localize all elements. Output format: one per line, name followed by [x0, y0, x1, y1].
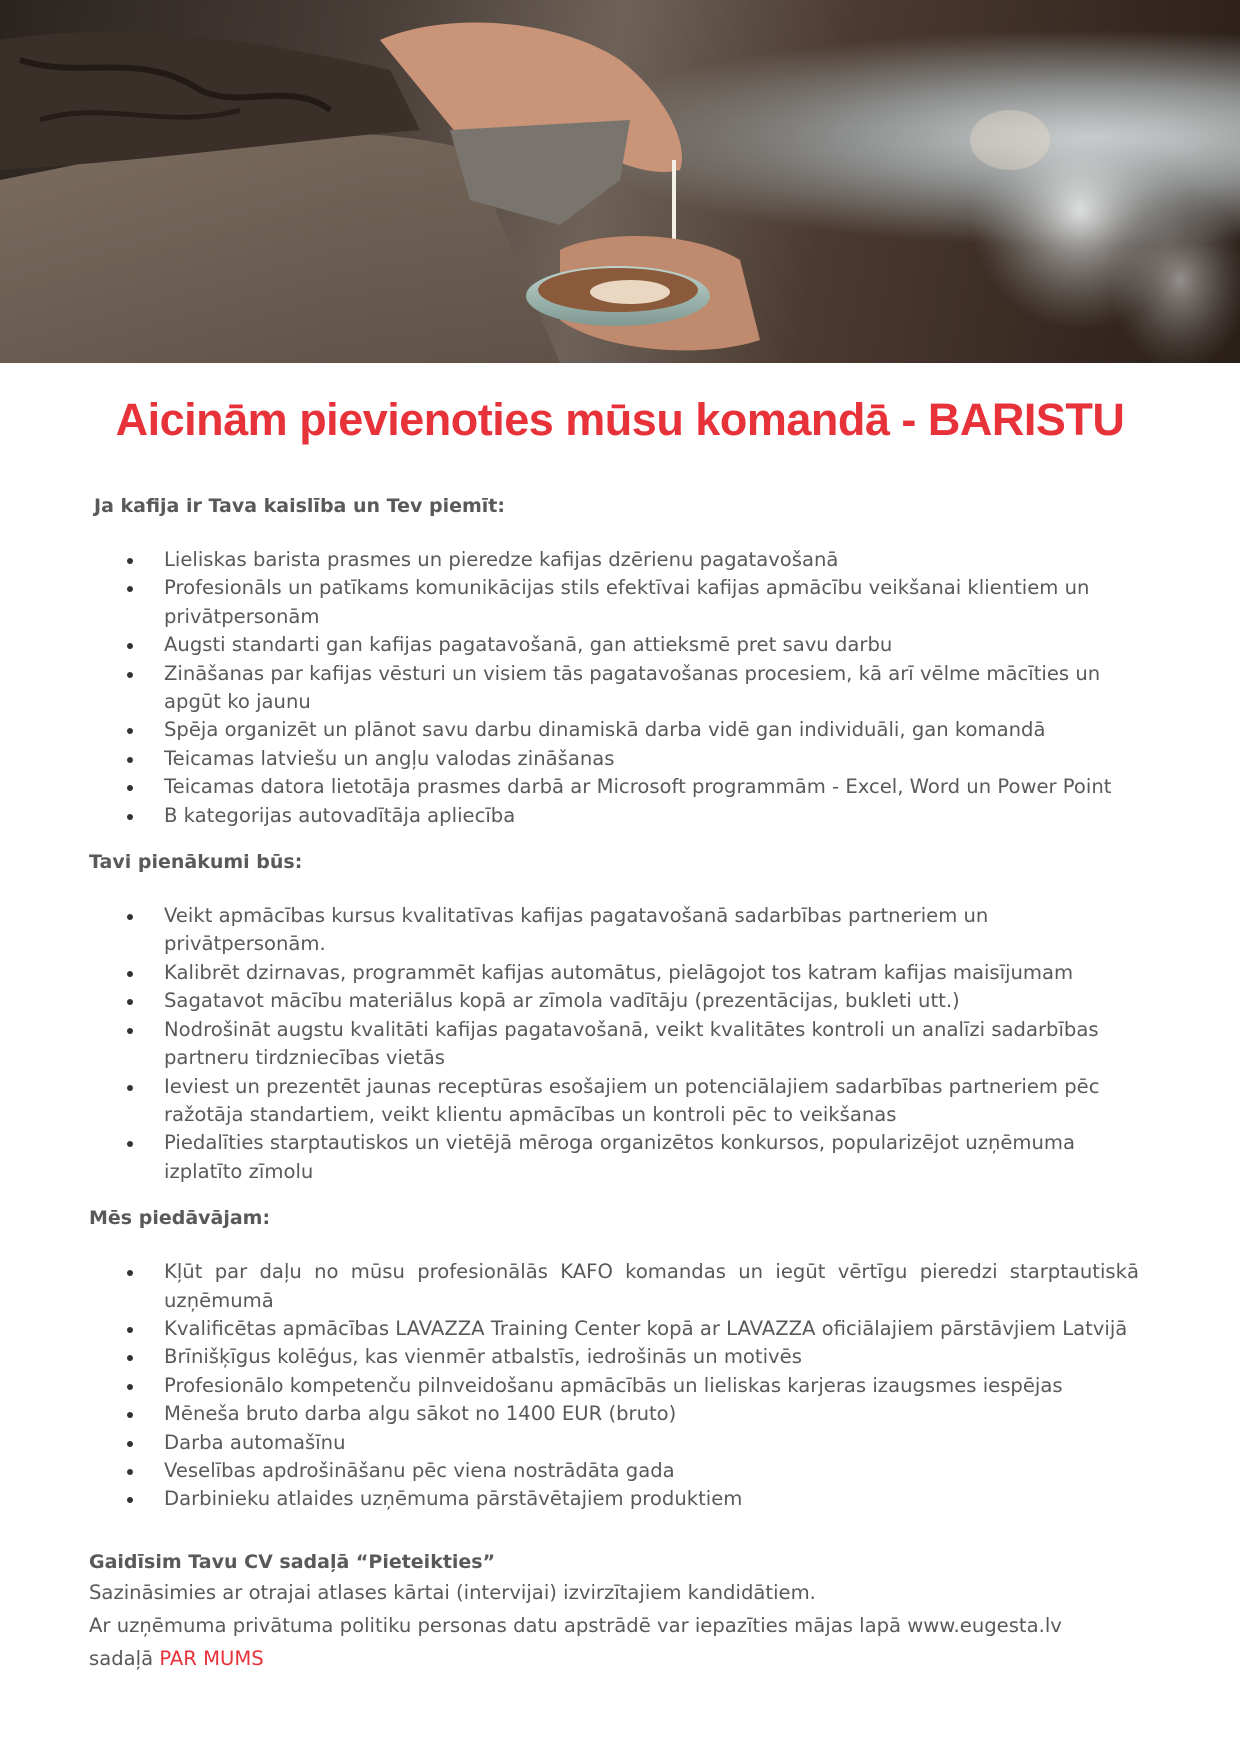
job-description [89, 492, 1139, 1675]
list-item: Veikt apmācības kursus kvalitatīvas kafijas pagatavošanā sadarbības partneriem un privātpersonām. [164, 902, 1139, 959]
list-item: Lieliskas barista prasmes un pieredze kafijas dzērienu pagatavošanā [164, 546, 1139, 574]
offer-list [89, 1258, 1139, 1514]
page-title: Aicinām pievienoties mūsu komandā - BARISTU [115, 394, 1125, 445]
about-us-link[interactable]: PAR MUMS [159, 1646, 264, 1670]
list-item: Sagatavot mācību materiālus kopā ar zīmola vadītāju (prezentācijas, bukleti utt.) [164, 987, 1139, 1015]
contact-note: Sazināsimies ar otrajai atlases kārtai (intervijai) izvirzītajiem kandidātiem. [89, 1580, 816, 1604]
list-item: B kategorijas autovadītāja apliecība [164, 802, 1139, 830]
list-item: Spēja organizēt un plānot savu darbu dinamiskā darba vidē gan individuāli, gan komandā [164, 716, 1139, 744]
duties-list [89, 902, 1139, 1186]
apply-heading: Gaidīsim Tavu CV sadaļā “Pieteikties” [89, 1550, 496, 1573]
privacy-note-continued [89, 1642, 1139, 1675]
list-item: Teicamas datora lietotāja prasmes darbā ar Microsoft programmām - Excel, Word un Power Point [164, 773, 1139, 801]
section-prefix: sadaļā [89, 1646, 160, 1670]
privacy-note: Ar uzņēmuma privātuma politiku personas datu apstrādē var iepazīties mājas lapā www.eugesta.lv [89, 1613, 1062, 1637]
list-item: Teicamas latviešu un angļu valodas zināšanas [164, 745, 1139, 773]
application-info [89, 1548, 1139, 1675]
duties-heading: Tavi pienākumi būs: [89, 851, 303, 874]
list-item: Darbinieku atlaides uzņēmuma pārstāvētajiem produktiem [164, 1485, 1139, 1513]
list-item: Profesionālo kompetenču pilnveidošanu apmācībās un lieliskas karjeras izaugsmes iespējas [164, 1372, 1139, 1400]
list-item: Zināšanas par kafijas vēsturi un visiem tās pagatavošanas procesiem, kā arī vēlme mācīties un apgūt ko jaunu [164, 660, 1139, 717]
list-item: Kļūt par daļu no mūsu profesionālās KAFO komandas un iegūt vērtīgu pieredzi starptautiskā uzņēmumā [164, 1258, 1139, 1315]
list-item: Mēneša bruto darba algu sākot no 1400 EUR (bruto) [164, 1400, 1139, 1428]
list-item: Ieviest un prezentēt jaunas receptūras esošajiem un potenciālajiem sadarbības partneriem pēc ražotāja standartiem, veikt klientu apmācības un kontroli pēc to veikšanas [164, 1073, 1139, 1130]
list-item: Piedalīties starptautiskos un vietējā mēroga organizētos konkursos, popularizējot uzņēmuma izplatīto zīmolu [164, 1129, 1139, 1186]
barista-pouring-latte-art-photo [0, 0, 1240, 363]
list-item: Brīnišķīgus kolēģus, kas vienmēr atbalstīs, iedrošinās un motivēs [164, 1343, 1139, 1371]
list-item: Nodrošināt augstu kvalitāti kafijas pagatavošanā, veikt kvalitātes kontroli un analīzi sadarbības partneru tirdzniecības vietās [164, 1016, 1139, 1073]
requirements-list [89, 546, 1139, 830]
list-item: Augsti standarti gan kafijas pagatavošanā, gan attieksmē pret savu darbu [164, 631, 1139, 659]
list-item: Darba automašīnu [164, 1429, 1139, 1457]
list-item: Kalibrēt dzirnavas, programmēt kafijas automātus, pielāgojot tos katram kafijas maisījumam [164, 959, 1139, 987]
offer-heading: Mēs piedāvājam: [89, 1207, 271, 1230]
hero-photo [0, 0, 1240, 363]
list-item: Veselības apdrošināšanu pēc viena nostrādāta gada [164, 1457, 1139, 1485]
requirements-heading: Ja kafija ir Tava kaislība un Tev piemīt: [94, 495, 505, 517]
list-item: Profesionāls un patīkams komunikācijas stils efektīvai kafijas apmācību veikšanai klientiem un privātpersonām [164, 574, 1139, 631]
list-item: Kvalificētas apmācības LAVAZZA Training Center kopā ar LAVAZZA oficiālajiem pārstāvjiem Latvijā [164, 1315, 1139, 1343]
